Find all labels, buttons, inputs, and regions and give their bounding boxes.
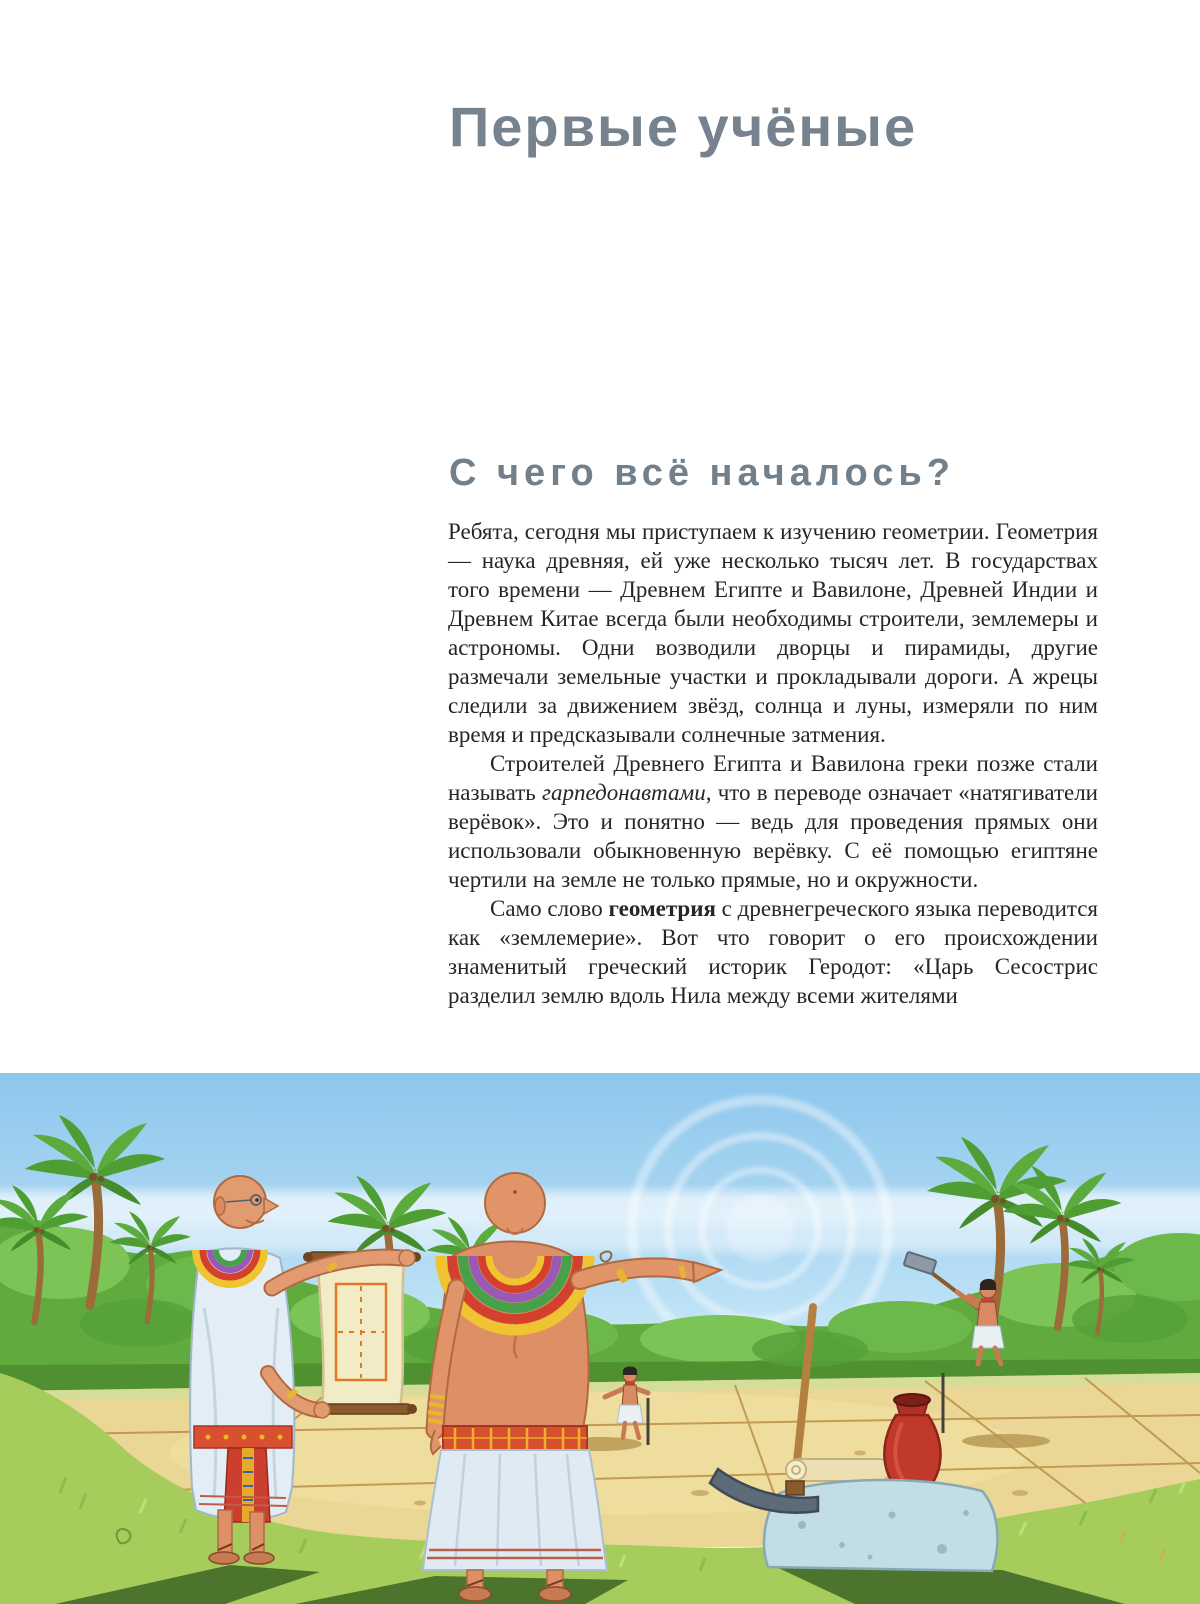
illustration-canvas [0,1073,1200,1604]
head [485,1173,545,1233]
papyrus-roll [786,1459,890,1481]
sky-haze [0,1191,1200,1251]
paragraph: Строителей Древнего Египта и Вавилона греки позже стали называть гарпедонавтами, что в переводе означает «натягиватели верёвок». Это и понятно — ведь для проведения прямых они использовали обыкновенную верёвку. С её помощью египтяне чертили на земле не только прямые, но и окружности. [448,751,1098,892]
article-text [448,517,1098,1010]
paragraph: Ребята, сегодня мы приступаем к изучению геометрии. Геометрия — наука древняя, ей уже несколько тысяч лет. В государствах того времени — Древнем Египте и Вавилоне, Древней Индии и Древнем Китае всегда были необходимы строители, землемеры и астрономы. Одни возводили дворцы и пирамиды, другие размечали земельные участки и прокладывали дороги. А жрецы следили за движением звёзд, солнца и луны, измеряли по ним время и предсказывали солнечные затмения. [448,519,1098,747]
paragraph: Само слово геометрия с древнегреческого языка переводится как «землемерие». Вот что говорит о его происхождении знаменитый греческий историк Геродот: «Царь Сесострис разделил землю вдоль Нила между всеми жителями [448,896,1098,1008]
illustration-egyptian-surveyors [0,1073,1200,1604]
page-title: Первые учёные [449,95,918,158]
skirt [423,1450,607,1570]
section-heading: С чего всё началось? [449,452,955,494]
